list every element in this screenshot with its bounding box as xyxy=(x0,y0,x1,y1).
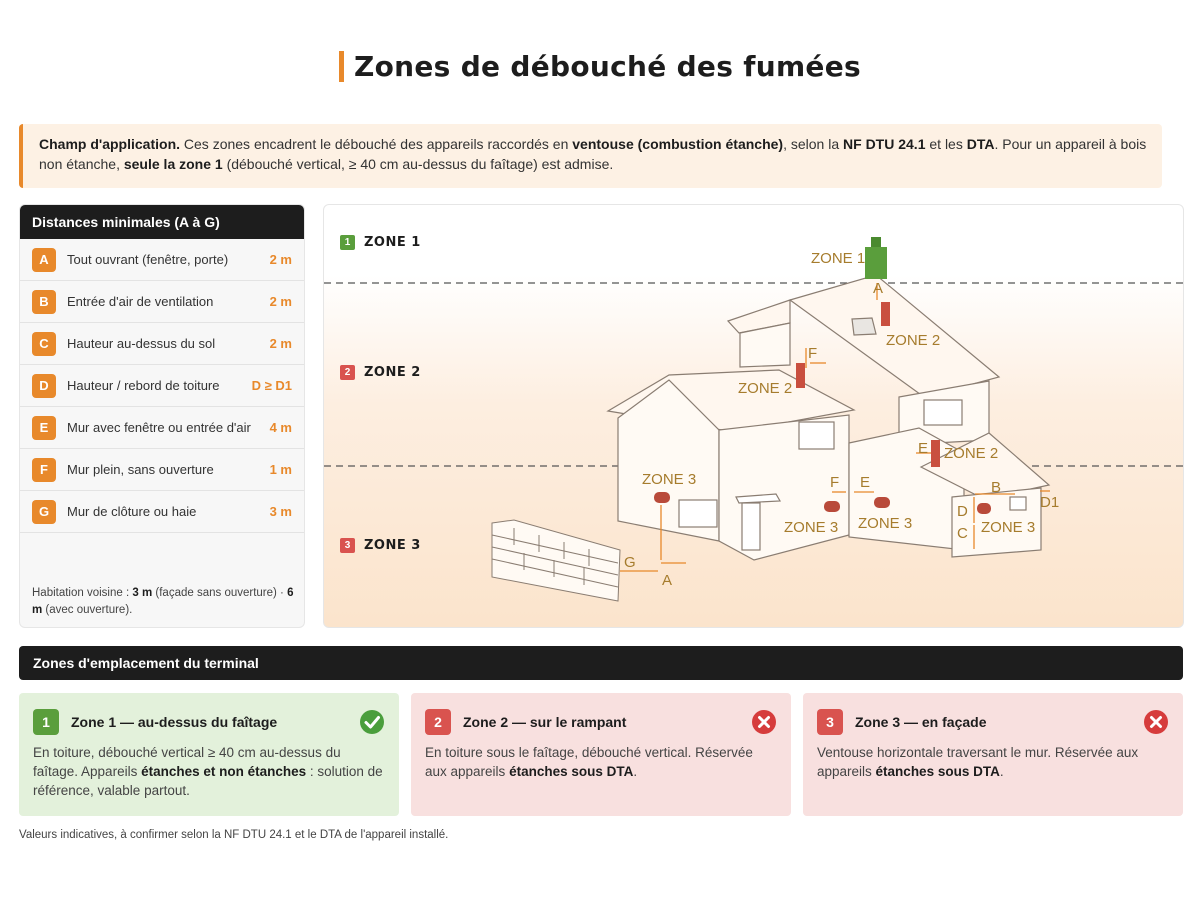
flue-zone-3-c xyxy=(977,503,991,514)
label-dim-b: B xyxy=(991,479,1002,496)
zone-card-2-desc-bold: étanches sous DTA xyxy=(509,764,634,779)
label-dim-c: C xyxy=(957,525,968,542)
title-accent-bar xyxy=(339,51,344,82)
zone-card-3-desc xyxy=(817,743,1169,781)
air-vent-annex xyxy=(1010,497,1026,510)
distance-row-a xyxy=(20,239,304,281)
zone-card-3-desc-2: . xyxy=(999,764,1004,779)
scope-lead: Champ d'application. xyxy=(39,136,181,152)
zone-card-3 xyxy=(803,693,1183,816)
distance-value: 2 m xyxy=(269,294,292,309)
house-outline xyxy=(608,275,1049,560)
label-dim-f-top: F xyxy=(808,345,818,362)
distance-value: 1 m xyxy=(269,462,292,477)
door xyxy=(742,503,760,550)
page-title-wrap xyxy=(0,50,1200,87)
zone-card-2-desc xyxy=(425,743,777,781)
distance-row-c xyxy=(20,323,304,365)
zone-card-2-title: Zone 2 — sur le rampant xyxy=(463,714,627,730)
terminal-zones-header: Zones d'emplacement du terminal xyxy=(19,646,1183,680)
window-2 xyxy=(924,400,962,425)
flue-zone-1 xyxy=(865,237,887,279)
scope-bold-4: seule la zone 1 xyxy=(123,156,223,172)
zone-card-1-desc-bold: étanches et non étanches xyxy=(141,764,307,779)
distances-panel xyxy=(19,204,305,628)
label-dim-d1: D1 xyxy=(1040,494,1060,511)
page-title: Zones de débouché des fumées xyxy=(354,50,861,83)
neighbor-note xyxy=(32,585,297,619)
band-zone-3-name: ZONE 3 xyxy=(364,538,421,553)
distance-letter: A xyxy=(32,248,56,272)
neighbor-text-3: (avec ouverture). xyxy=(42,604,133,616)
flue-zone-2-roof xyxy=(881,302,890,326)
roof-window xyxy=(852,318,876,335)
distances-header: Distances minimales (A à G) xyxy=(20,205,304,239)
zone-card-3-desc-bold: étanches sous DTA xyxy=(875,764,1000,779)
distance-row-e xyxy=(20,407,304,449)
label-dim-d: D xyxy=(957,503,968,520)
brick-wall xyxy=(492,520,620,601)
cross-icon xyxy=(1143,709,1169,735)
label-zone-2-roof: ZONE 2 xyxy=(886,332,941,349)
label-zone-3-c: ZONE 3 xyxy=(981,519,1036,536)
neighbor-bold-1: 3 m xyxy=(132,587,153,599)
zone-card-2-num: 2 xyxy=(425,709,451,735)
distance-letter: B xyxy=(32,290,56,314)
flue-zone-2-right xyxy=(931,440,940,467)
distance-value: D ≥ D1 xyxy=(251,378,292,393)
distance-label: Mur plein, sans ouverture xyxy=(67,462,214,477)
flue-zone-3-a xyxy=(824,501,840,512)
window-1 xyxy=(799,422,834,449)
band-zone-3-num: 3 xyxy=(340,538,355,553)
zone-card-1-desc-2: : solution de référence, valable partout. xyxy=(33,764,383,798)
label-dim-f-low: F xyxy=(830,474,840,491)
cross-icon xyxy=(751,709,777,735)
label-dim-a-low: A xyxy=(662,572,673,589)
band-zone-2-name: ZONE 2 xyxy=(364,365,421,380)
flue-zone-2-mid xyxy=(796,363,805,388)
label-dim-a-top: A xyxy=(873,280,884,297)
scope-text-1: Ces zones encadrent le débouché des appareils raccordés en xyxy=(180,136,573,152)
distance-row-d xyxy=(20,365,304,407)
label-dim-g: G xyxy=(624,554,636,571)
scope-note xyxy=(19,124,1162,188)
zone-card-2-desc-2: . xyxy=(633,764,638,779)
scope-bold-2: NF DTU 24.1 xyxy=(843,136,926,152)
check-icon xyxy=(359,709,385,735)
label-zone-3-b: ZONE 3 xyxy=(858,515,913,532)
band-zone-2-num: 2 xyxy=(340,365,355,380)
band-zone-1-name: ZONE 1 xyxy=(364,235,421,250)
window-3 xyxy=(679,500,717,527)
distance-value: 2 m xyxy=(269,252,292,267)
zone-card-1 xyxy=(19,693,399,816)
label-zone-3-a: ZONE 3 xyxy=(784,519,839,536)
house-diagram-svg xyxy=(324,205,1184,628)
label-zone-2-right: ZONE 2 xyxy=(944,445,999,462)
zone-card-1-title: Zone 1 — au-dessus du faîtage xyxy=(71,714,278,730)
distance-label: Entrée d'air de ventilation xyxy=(67,294,214,309)
zone-card-1-desc-1: En toiture, débouché vertical ≥ 40 cm au-dessus du faîtage. Appareils xyxy=(33,745,341,779)
distance-label: Tout ouvrant (fenêtre, porte) xyxy=(67,252,229,267)
distance-label: Mur de clôture ou haie xyxy=(67,504,197,519)
label-zone-3-left: ZONE 3 xyxy=(642,471,697,488)
scope-bold-1: ventouse (combustion étanche) xyxy=(572,136,784,152)
label-dim-e-low: E xyxy=(860,474,871,491)
distance-row-f xyxy=(20,449,304,491)
distance-letter: D xyxy=(32,374,56,398)
zones-diagram-panel xyxy=(323,204,1184,628)
footer-note: Valeurs indicatives, à confirmer selon la NF DTU 24.1 et le DTA de l'appareil installé. xyxy=(19,829,449,841)
flue-zone-3-left xyxy=(654,492,670,503)
distance-letter: F xyxy=(32,458,56,482)
distance-label: Mur avec fenêtre ou entrée d'air xyxy=(67,420,251,435)
zone-card-3-title: Zone 3 — en façade xyxy=(855,714,987,730)
distance-letter: C xyxy=(32,332,56,356)
neighbor-text-1: Habitation voisine : xyxy=(32,587,133,599)
zone-card-3-desc-1: Ventouse horizontale traversant le mur. Réservée aux appareils xyxy=(817,745,1139,779)
zone-card-2 xyxy=(411,693,791,816)
neighbor-text-2: (façade sans ouverture) · xyxy=(152,587,288,599)
distance-letter: G xyxy=(32,500,56,524)
scope-text-3: et les xyxy=(925,136,967,152)
distance-row-b xyxy=(20,281,304,323)
zone-card-1-desc xyxy=(33,743,385,800)
distance-row-g xyxy=(20,491,304,533)
zone-card-1-num: 1 xyxy=(33,709,59,735)
scope-text-4: . Pour un appareil à bois non étanche, xyxy=(39,136,1147,172)
neighbor-bold-2: 6 m xyxy=(32,587,294,616)
scope-bold-3: DTA xyxy=(966,136,995,152)
label-zone-1: ZONE 1 xyxy=(811,250,866,267)
label-dim-e-mid: E xyxy=(918,440,929,457)
flue-zone-3-b xyxy=(874,497,890,508)
zone-card-3-num: 3 xyxy=(817,709,843,735)
distance-value: 4 m xyxy=(269,420,292,435)
label-zone-2-mid: ZONE 2 xyxy=(738,380,793,397)
distance-value: 2 m xyxy=(269,336,292,351)
distance-value: 3 m xyxy=(269,504,292,519)
zone-card-2-desc-1: En toiture sous le faîtage, débouché vertical. Réservée aux appareils xyxy=(425,745,753,779)
band-zone-1-num: 1 xyxy=(340,235,355,250)
distance-label: Hauteur / rebord de toiture xyxy=(67,378,220,393)
scope-text-5: (débouché vertical, ≥ 40 cm au-dessus du faîtage) est admise. xyxy=(222,156,614,172)
distance-label: Hauteur au-dessus du sol xyxy=(67,336,216,351)
scope-text-2: , selon la xyxy=(783,136,844,152)
distance-letter: E xyxy=(32,416,56,440)
